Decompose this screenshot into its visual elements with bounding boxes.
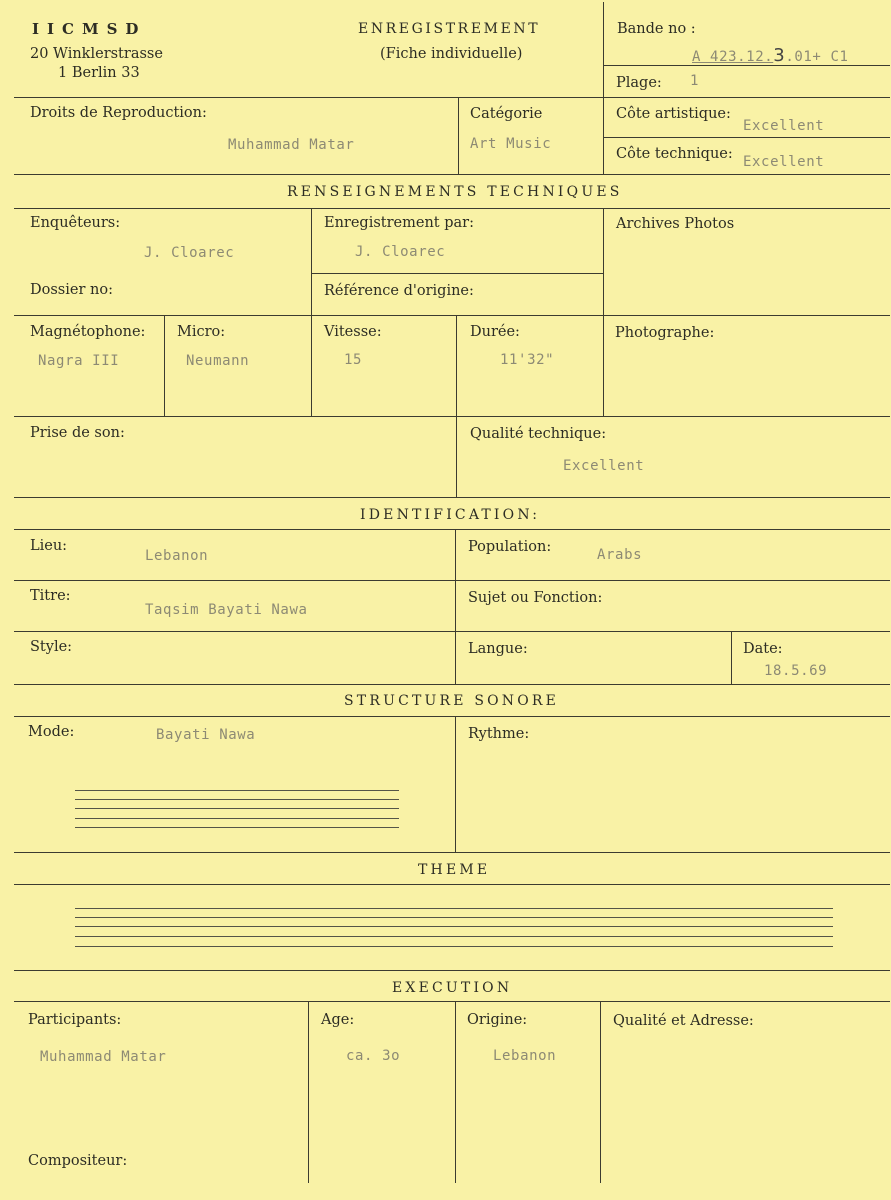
prise-de-son-label: Prise de son: [30,425,125,441]
photographe-label: Photographe: [615,325,715,341]
style-label: Style: [30,639,73,655]
rule [14,174,890,175]
rule [600,1001,601,1183]
enqueteurs-label: Enquêteurs: [30,215,121,231]
age-value: ca. 3o [346,1048,401,1064]
participants-value: Muhammad Matar [40,1049,167,1065]
rule [311,208,312,416]
vitesse-value: 15 [344,352,363,368]
langue-label: Langue: [468,641,528,657]
institute-logo: IICMSD [32,20,147,38]
population-label: Population: [468,539,552,555]
rule [455,1001,456,1183]
rule [14,497,890,498]
cote-technique-value: Excellent [743,154,825,170]
page-subtitle: (Fiche individuelle) [380,46,523,62]
reference-label: Référence d'origine: [324,283,474,299]
population-value: Arabs [597,547,643,563]
plage-label: Plage: [616,75,662,91]
address-line-1: 20 Winklerstrasse [30,46,163,62]
vitesse-label: Vitesse: [324,324,382,340]
participants-label: Participants: [28,1012,122,1028]
titre-value: Taqsim Bayati Nawa [145,602,308,618]
categorie-value: Art Music [470,136,552,152]
enregistrement-par-label: Enregistrement par: [324,215,474,231]
cote-artistique-label: Côte artistique: [616,106,731,122]
titre-label: Titre: [30,588,71,604]
rule [14,580,890,581]
rule [603,2,604,174]
rule [14,852,890,853]
rule [14,970,890,971]
plage-value: 1 [690,73,700,89]
rule [14,884,890,885]
qualite-adresse-label: Qualité et Adresse: [613,1013,754,1029]
duree-label: Durée: [470,324,520,340]
page-title: ENREGISTREMENT [358,21,541,37]
bande-value-b: .01+ C1 [785,49,849,65]
rule [14,716,890,717]
origine-value: Lebanon [493,1048,557,1064]
rule [311,273,603,274]
rule [456,315,457,497]
bande-label: Bande no : [617,21,696,37]
dossier-label: Dossier no: [30,282,113,298]
cote-artistique-value: Excellent [743,118,825,134]
rule [731,631,732,684]
categorie-label: Catégorie [470,106,543,122]
compositeur-label: Compositeur: [28,1153,128,1169]
rule [455,529,456,684]
micro-label: Micro: [177,324,226,340]
duree-value: 11'32" [500,352,555,368]
magnetophone-value: Nagra III [38,353,120,369]
droits-label: Droits de Reproduction: [30,105,207,121]
rule [14,631,890,632]
droits-value: Muhammad Matar [228,137,355,153]
rule [603,137,890,138]
date-value: 18.5.69 [764,663,828,679]
rule [14,416,890,417]
lieu-value: Lebanon [145,548,209,564]
rule [308,1001,309,1183]
bande-value [692,47,849,66]
section-title-structure: STRUCTURE SONORE [344,693,560,709]
magnetophone-label: Magnétophone: [30,324,146,340]
address-line-2: 1 Berlin 33 [58,65,140,81]
bande-value-a: A 423.12. [692,49,774,65]
rule [455,716,456,852]
rule [14,684,890,685]
rule [14,208,890,209]
mode-value: Bayati Nawa [156,727,256,743]
rule [164,315,165,416]
sujet-label: Sujet ou Fonction: [468,590,603,606]
enregistrement-par-value: J. Cloarec [355,244,446,260]
qualite-technique-value: Excellent [563,458,645,474]
section-title-theme: THEME [418,862,491,878]
rythme-label: Rythme: [468,726,530,742]
mode-label: Mode: [28,724,75,740]
section-title-technical: RENSEIGNEMENTS TECHNIQUES [287,184,623,200]
rule [14,529,890,530]
cote-technique-label: Côte technique: [616,146,733,162]
rule [603,208,604,416]
micro-value: Neumann [186,353,250,369]
lieu-label: Lieu: [30,538,68,554]
enqueteurs-value: J. Cloarec [144,245,235,261]
origine-label: Origine: [467,1012,528,1028]
section-title-execution: EXECUTION [392,980,513,996]
rule [14,97,890,98]
date-label: Date: [743,641,783,657]
rule [458,97,459,174]
rule [14,315,890,316]
rule [14,1001,890,1002]
bande-value-handwritten: 3 [773,45,786,66]
section-title-identification: IDENTIFICATION: [360,507,541,523]
qualite-technique-label: Qualité technique: [470,426,607,442]
age-label: Age: [321,1012,355,1028]
archives-photos-label: Archives Photos [616,216,735,232]
